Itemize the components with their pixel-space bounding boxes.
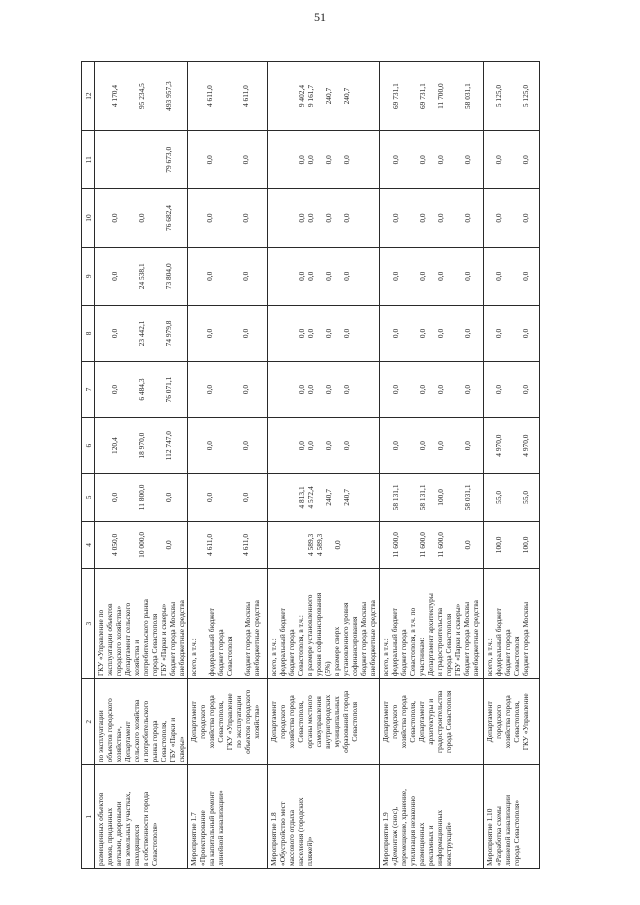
table-row (484, 62, 540, 869)
value-cell: 0,0 11 800,0 0,0 (95, 474, 188, 521)
value-cell: 0,0 24 538,1 73 804,0 (95, 247, 188, 305)
value-cell: 5 125,0 5 125,0 (484, 62, 540, 131)
value-cell: 0,0 0,0 0,0 0,0 (268, 131, 380, 189)
value-cell: 4 050,0 10 000,0 0,0 (95, 521, 188, 568)
value-cell: 58 131,1 58 131,1 100,0 58 031,1 (380, 474, 484, 521)
col-header-5: 5 (82, 474, 95, 521)
value-cell: 11 600,0 11 600,0 11 600,0 0,0 (380, 521, 484, 568)
executor-cell: Департамент городского хозяйства города Севастополя, ГКУ «Управление по эксплуатации объектов городского хозяйства» (188, 679, 268, 765)
value-cell: 0,0 0,0 (188, 418, 268, 474)
value-cell: 0,0 0,0 0,0 0,0 (268, 305, 380, 361)
value-cell: 0,0 0,0 (484, 189, 540, 247)
col-header-9: 9 (82, 247, 95, 305)
value-cell: 69 731,1 69 731,1 11 700,0 58 031,1 (380, 62, 484, 131)
value-cell: 0,0 0,0 0,0 0,0 (268, 361, 380, 417)
value-cell: 4 813,1 4 572,4 240,7 240,7 (268, 474, 380, 521)
value-cell: 0,0 0,0 (484, 305, 540, 361)
value-cell: 0,0 0,0 (484, 247, 540, 305)
value-cell: 4 970,0 4 970,0 (484, 418, 540, 474)
executor-cell: по эксплуатации объектов городского хозяйства», Департамент сельского хозяйства и потребительского рынка города Севастополя, ГБУ «Парки и скверы» (95, 679, 188, 765)
funding-source-cell: всего, в т.ч.: федеральный бюджет бюджет города Севастополя, в т.ч. по участникам: Департамент архитектуры и градостроительства города Севастополя ГБУ «Парки и скверы» бюджет города Москвы внебюджетные средства (380, 569, 484, 679)
value-cell: 0,0 0,0 0,0 0,0 (380, 131, 484, 189)
col-header-11: 11 (82, 131, 95, 189)
measure-name-cell: размещенных объектов домов, приданных ветками, дворовыми на земельных участках, находящихся в собственности города Севастополя» (95, 765, 188, 869)
value-cell: 100,0 100,0 (484, 521, 540, 568)
value-cell: 0,0 0,0 0,0 0,0 (268, 247, 380, 305)
col-header-1: 1 (82, 765, 95, 869)
value-cell: 0,0 0,0 0,0 0,0 (268, 418, 380, 474)
table-row (95, 62, 188, 869)
col-header-2: 2 (82, 679, 95, 765)
measure-name-cell: Мероприятие 1.9 «Демонтаж (снос), перемещение, хранение, утилизация незаконно размещенных рекламных и информационных конструкций» (380, 765, 484, 869)
table-row (380, 62, 484, 869)
executor-cell: Департамент городского хозяйства города Севастополя, органы местного самоуправления внутригородских муниципальных образований города Севастополя (268, 679, 380, 765)
value-cell: 4 589,3 4 589,3 0,0 (268, 521, 380, 568)
value-cell: 0,0 23 442,1 74 979,8 (95, 305, 188, 361)
col-header-6: 6 (82, 418, 95, 474)
value-cell: 0,0 0,0 0,0 0,0 (380, 305, 484, 361)
funding-source-cell: ГКУ «Управление по эксплуатации объектов городского хозяйства» Департамент сельского хозяйства и потребительского рынка города Севастополя ГБУ «Парки и скверы» бюджет города Москвы внебюджетные средства (95, 569, 188, 679)
value-cell: 0,0 0,0 0,0 0,0 (380, 189, 484, 247)
value-cell: 0,0 0,0 (484, 361, 540, 417)
funding-source-cell: всего, в т.ч.: федеральный бюджет бюджет города Севастополя бюджет города Москвы (484, 569, 540, 679)
value-cell: 0,0 0,0 (188, 131, 268, 189)
value-cell: 0,0 0,0 (188, 474, 268, 521)
funding-source-cell: всего, в т.ч.: федеральный бюджет бюджет города Севастополя, в т.ч.: в размере установленного уровня софинансирования (5%) в размере сверх установленного уровня софинансирования бюджет города Москвы внебюджетные средства (268, 569, 380, 679)
measure-name-cell: Мероприятие 1.7 «Проектирование на капитальный ремонт линейной канализации» (188, 765, 268, 869)
value-cell: 0,0 0,0 (188, 189, 268, 247)
measure-name-cell: Мероприятие 1.10 «Разработка схемы ливневой канализации города Севастополя» (484, 765, 540, 869)
value-cell: 55,0 55,0 (484, 474, 540, 521)
value-cell: 0,0 0,0 (188, 305, 268, 361)
value-cell: 4 170,4 95 234,5 493 957,3 (95, 62, 188, 131)
value-cell: 4 611,0 4 611,0 (188, 62, 268, 131)
value-cell: 0,0 0,0 0,0 0,0 (380, 361, 484, 417)
table-row (268, 62, 380, 869)
value-cell: 9 402,4 9 161,7 240,7 240,7 (268, 62, 380, 131)
value-cell: 0,0 0,0 (484, 131, 540, 189)
value-cell: 120,4 18 970,0 112 747,0 (95, 418, 188, 474)
value-cell: 0,0 6 484,3 76 071,1 (95, 361, 188, 417)
program-measures-table (81, 61, 540, 869)
page-number: 51 (314, 10, 326, 24)
value-cell: 0,0 0,0 0,0 0,0 (380, 247, 484, 305)
rotated-table-container (81, 61, 601, 869)
value-cell: 79 673,0 (95, 131, 188, 189)
col-header-7: 7 (82, 361, 95, 417)
value-cell: 0,0 0,0 76 682,4 (95, 189, 188, 247)
value-cell: 4 611,0 4 611,0 (188, 521, 268, 568)
col-header-8: 8 (82, 305, 95, 361)
value-cell: 0,0 0,0 (188, 361, 268, 417)
column-number-row (82, 62, 95, 869)
col-header-12: 12 (82, 62, 95, 131)
col-header-4: 4 (82, 521, 95, 568)
value-cell: 0,0 0,0 0,0 0,0 (268, 189, 380, 247)
executor-cell: Департамент городского хозяйства города Севастополя, ГКУ «Управление (484, 679, 540, 765)
executor-cell: Департамент городского хозяйства города Севастополя, Департамент архитектуры и градостроительства города Севастополя (380, 679, 484, 765)
value-cell: 0,0 0,0 0,0 0,0 (380, 418, 484, 474)
measure-name-cell: Мероприятие 1.8 «Обустройство мест массового отдыха населения (городских пляжей)» (268, 765, 380, 869)
col-header-3: 3 (82, 569, 95, 679)
value-cell: 0,0 0,0 (188, 247, 268, 305)
col-header-10: 10 (82, 189, 95, 247)
funding-source-cell: всего, в т.ч.: федеральный бюджет бюджет города Севастополя бюджет города Москвы внебюджетные средства (188, 569, 268, 679)
table-row (188, 62, 268, 869)
